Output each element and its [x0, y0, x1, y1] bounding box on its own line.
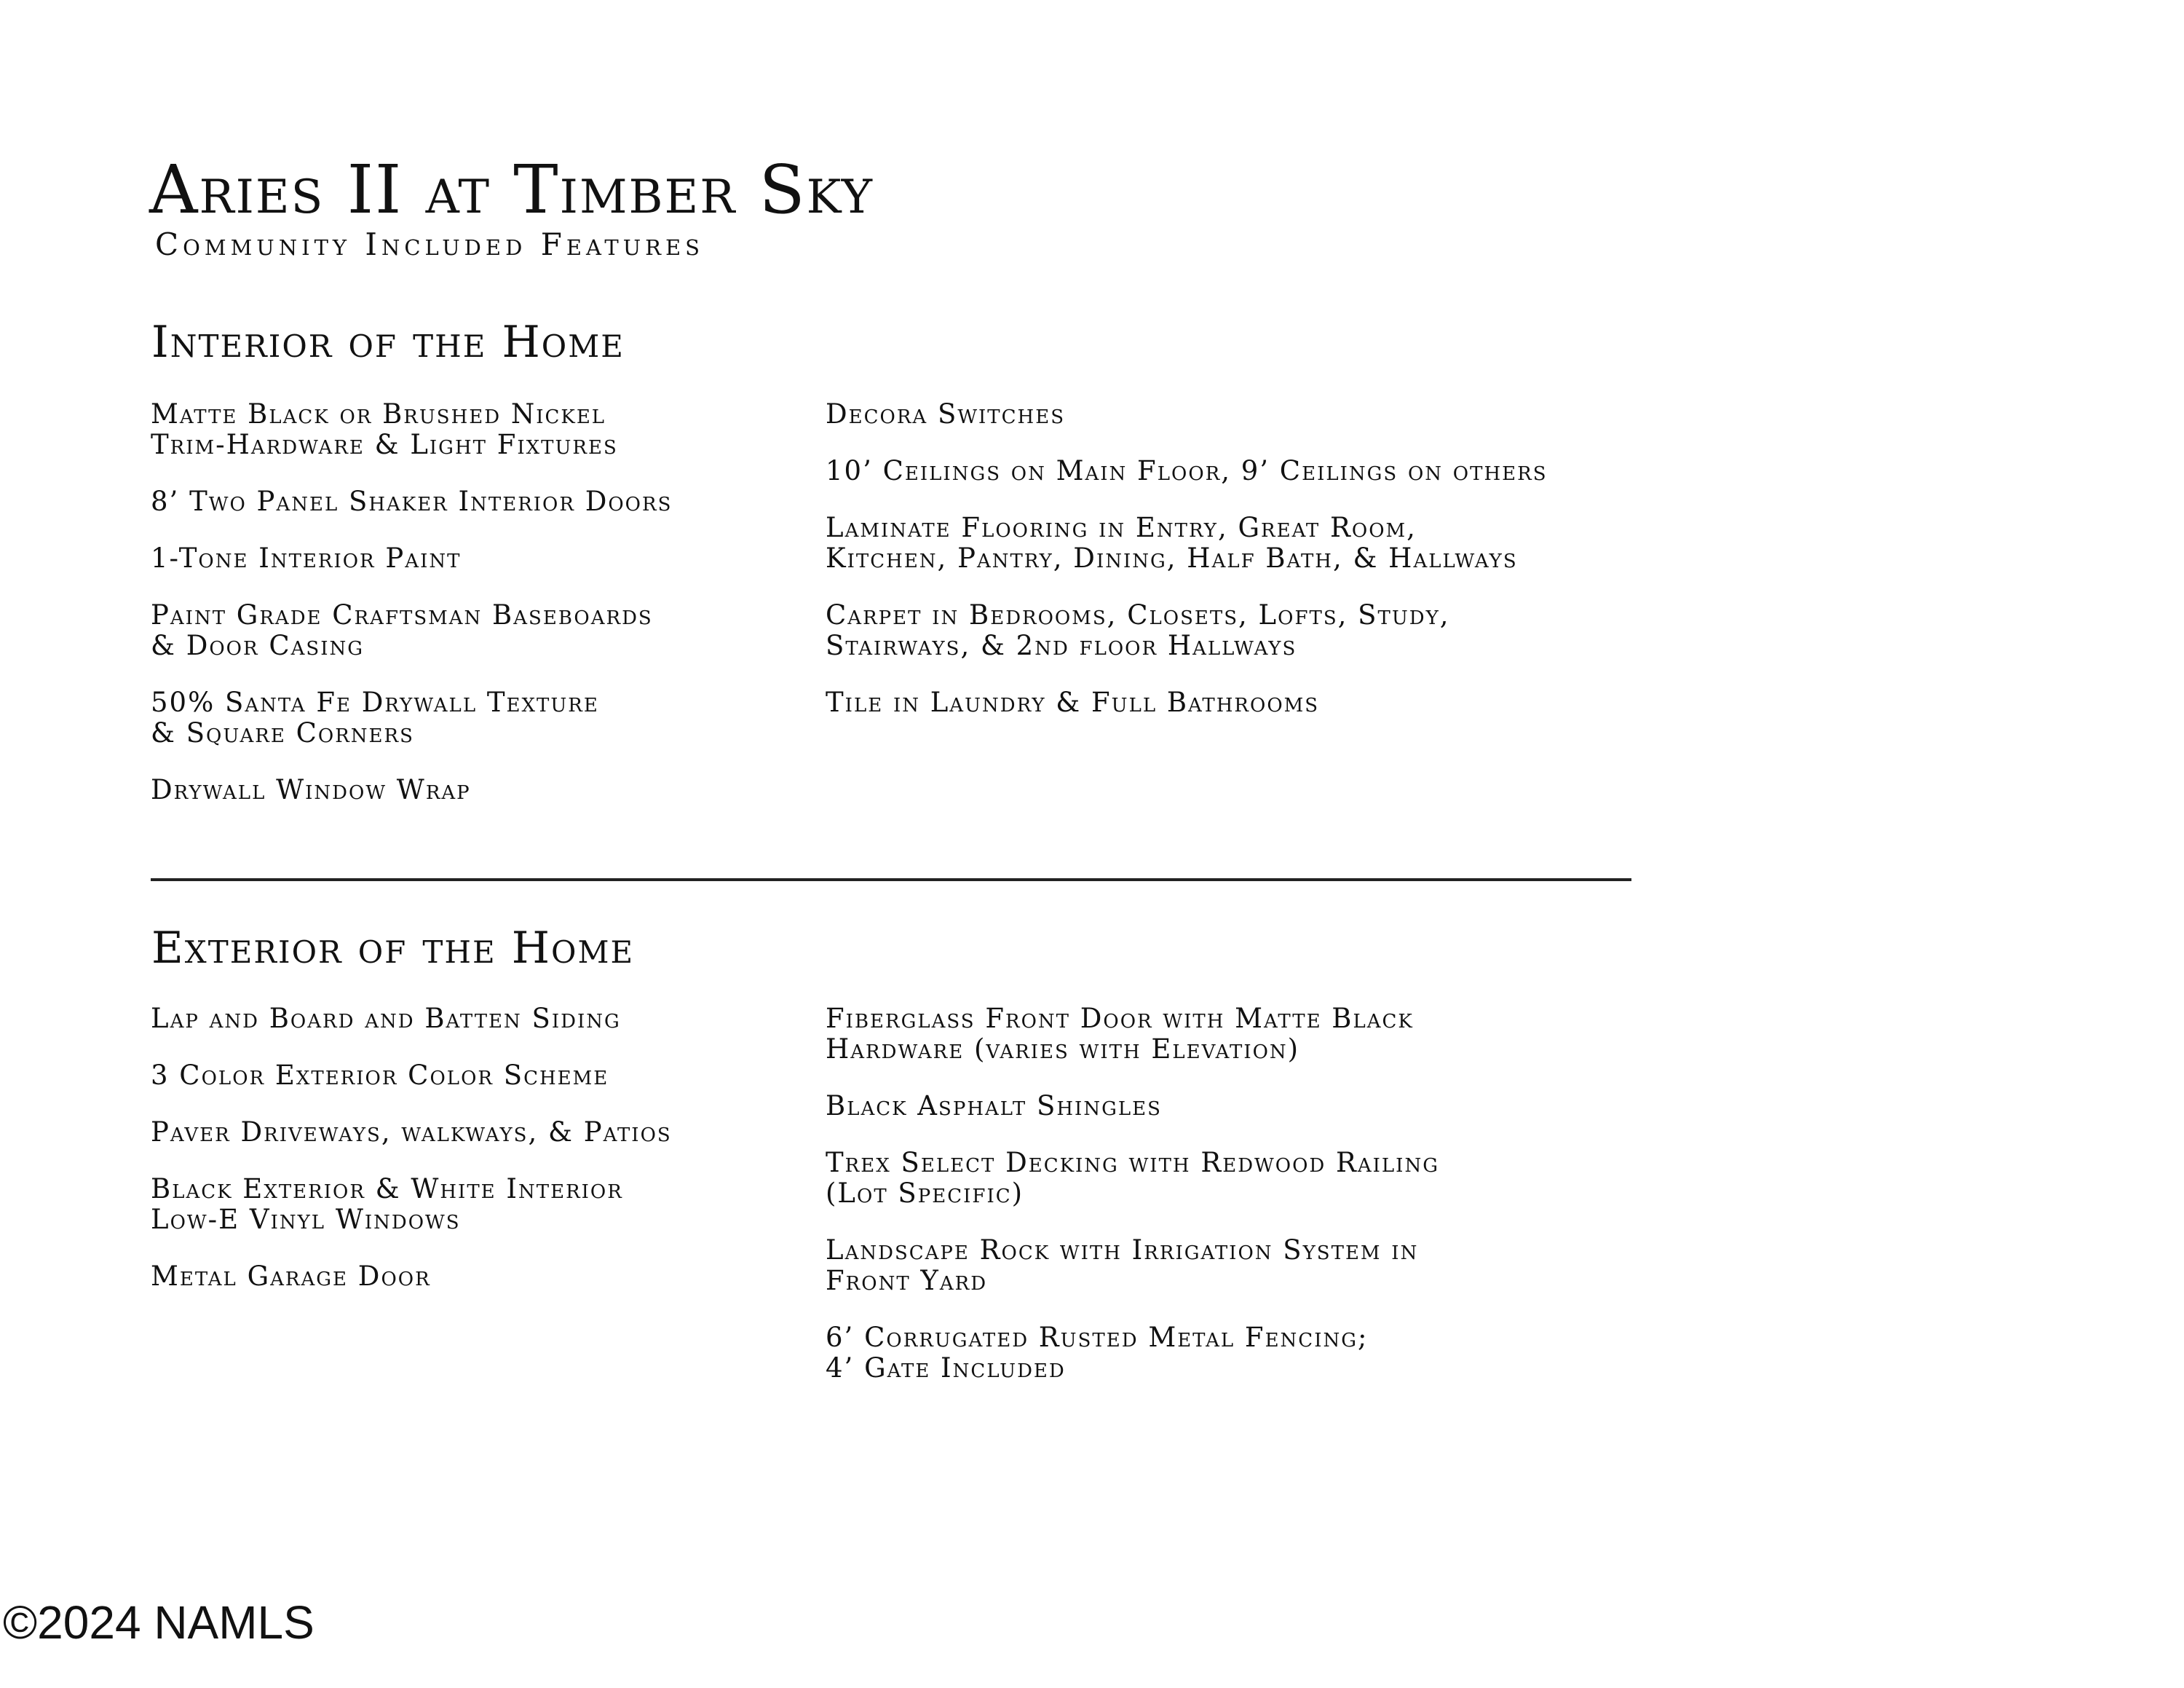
exterior-section-heading: Exterior of the Home — [151, 923, 635, 974]
feature-line: Carpet in Bedrooms, Closets, Lofts, Study, — [826, 599, 1450, 631]
feature-line: (Lot Specific) — [826, 1178, 1024, 1209]
feature-line: Paint Grade Craftsman Baseboards — [151, 599, 653, 631]
page-title: Aries II at Timber Sky — [149, 151, 874, 229]
feature-item — [826, 399, 1548, 430]
feature-item — [151, 1117, 672, 1148]
feature-item — [151, 687, 672, 749]
feature-line: Tile in Laundry & Full Bathrooms — [826, 687, 1320, 718]
feature-line: Fiberglass Front Door with Matte Black — [826, 1003, 1414, 1034]
feature-line: Kitchen, Pantry, Dining, Half Bath, & Hallways — [826, 543, 1518, 574]
feature-line: 8’ Two Panel Shaker Interior Doors — [151, 486, 673, 517]
exterior-features-right-list — [826, 1003, 1439, 1410]
section-divider — [151, 878, 1631, 881]
feature-line: 10’ Ceilings on Main Floor, 9’ Ceilings on others — [826, 455, 1548, 486]
feature-line: & Square Corners — [151, 717, 414, 749]
feature-line: & Door Casing — [151, 630, 365, 661]
feature-item — [151, 775, 672, 805]
feature-item — [826, 456, 1548, 486]
feature-item — [826, 1235, 1439, 1296]
feature-item — [826, 1003, 1439, 1065]
feature-item — [151, 486, 672, 517]
feature-line: Trim-Hardware & Light Fixtures — [151, 429, 618, 460]
feature-line: Front Yard — [826, 1265, 988, 1296]
feature-item — [826, 1148, 1439, 1209]
feature-item — [151, 1060, 672, 1091]
feature-line: Drywall Window Wrap — [151, 774, 471, 805]
feature-item — [151, 600, 672, 661]
feature-line: 6’ Corrugated Rusted Metal Fencing; — [826, 1322, 1369, 1353]
feature-item — [151, 399, 672, 460]
feature-line: 1-Tone Interior Paint — [151, 543, 462, 574]
feature-line: Trex Select Decking with Redwood Railing — [826, 1147, 1439, 1178]
interior-section-heading: Interior of the Home — [151, 317, 625, 368]
feature-line: 3 Color Exterior Color Scheme — [151, 1060, 609, 1091]
copyright-notice: ©2024 NAMLS — [3, 1596, 314, 1649]
feature-item — [151, 1174, 672, 1235]
feature-item — [151, 1261, 672, 1292]
feature-line: Landscape Rock with Irrigation System in — [826, 1234, 1419, 1266]
feature-line: Laminate Flooring in Entry, Great Room, — [826, 512, 1417, 543]
exterior-features-left-list — [151, 1003, 672, 1318]
interior-features-right-list — [826, 399, 1548, 744]
feature-line: Hardware (varies with Elevation) — [826, 1033, 1300, 1065]
feature-item — [151, 1003, 672, 1034]
feature-item — [826, 687, 1548, 718]
feature-item — [826, 600, 1548, 661]
feature-item — [826, 1322, 1439, 1384]
feature-item — [151, 543, 672, 574]
feature-line: Black Asphalt Shingles — [826, 1090, 1162, 1121]
feature-line: Metal Garage Door — [151, 1261, 431, 1292]
feature-item — [826, 1091, 1439, 1121]
feature-line: Paver Driveways, walkways, & Patios — [151, 1116, 672, 1148]
feature-line: Decora Switches — [826, 398, 1066, 430]
feature-line: 4’ Gate Included — [826, 1352, 1066, 1384]
page-subtitle: Community Included Features — [155, 226, 705, 262]
feature-line: Low-E Vinyl Windows — [151, 1204, 461, 1235]
feature-line: Stairways, & 2nd floor Hallways — [826, 630, 1297, 661]
feature-line: 50% Santa Fe Drywall Texture — [151, 687, 599, 718]
feature-line: Lap and Board and Batten Siding — [151, 1003, 621, 1034]
feature-line: Matte Black or Brushed Nickel — [151, 398, 606, 430]
feature-item — [826, 513, 1548, 574]
interior-features-left-list — [151, 399, 672, 832]
feature-line: Black Exterior & White Interior — [151, 1173, 623, 1204]
